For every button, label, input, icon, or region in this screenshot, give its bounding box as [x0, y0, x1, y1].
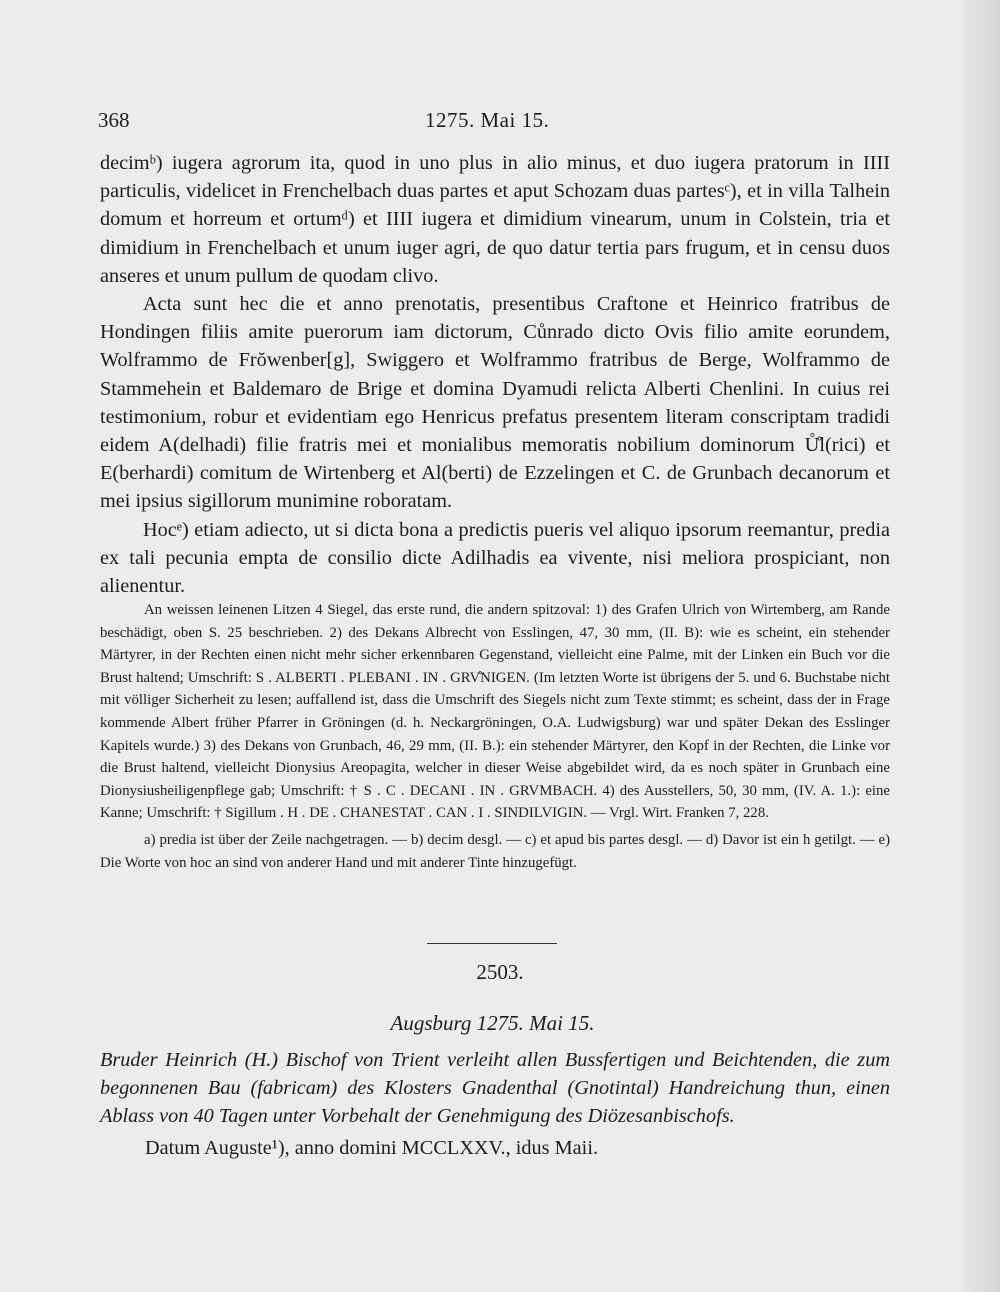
regest [100, 1046, 890, 1131]
dating-line: Datum Auguste¹), anno domini MCCLXXV., idus Maii. [145, 1137, 599, 1159]
charter-text [100, 149, 890, 600]
section-divider [427, 943, 557, 944]
running-header [98, 108, 888, 144]
paragraph-2: Acta sunt hec die et anno prenotatis, presentibus Craftone et Heinrico fratribus de Hondingen filiis amite puerorum iam dictorum, Cůnrado dicto Ovis filio amite eorundem, Wolframmo de Frŏwenber[g], Swiggero et Wolframmo fratribus de Berge, Wolframmo de Stammehein et Baldemaro de Brige et domina Dyamudi relicta Alberti Chenlini. In cuius rei testimonium, robur et evidentiam ego Henricus prefatus presentem literam conscriptam tradidi eidem A(delhadi) filie fratris mei et monialibus memoratis nobilium dominorum Ů̊l(rici) et E(berhardi) comitum de Wirtenberg et Al(berti) de Ezzelingen et C. de Grunbach decanorum et mei ipsius sigillorum munimine roboratam. [100, 293, 890, 513]
variant-notes: a) predia ist über der Zeile nachgetragen. — b) decim desgl. — c) et apud bis partes desgl. — d) Davor ist ein h getilgt. — e) Die Worte von hoc an sind von anderer Hand und mit anderer Tinte hinzugefügt. [100, 831, 890, 871]
page-edge [964, 0, 1000, 1292]
header-date: 1275. Mai 15. [425, 108, 550, 132]
paragraph-1: decimᵇ) iugera agrorum ita, quod in uno plus in alio minus, et duo iugera pratorum in IIII particulis, videlicet in Frenchelbach duas partes et aput Schozam duas partesᶜ), et in villa Talhein domum et horreum et ortumᵈ) et IIII iugera et dimidium vinearum, unum in Colstein, tria et dimidium in Frenchelbach et unum iuger agri, de quo datur tertia pars frugum, et in censu duos anseres et unum pullum de quodam clivo. [100, 152, 890, 287]
document-number-text: 2503. [476, 960, 524, 984]
notes-section [100, 599, 890, 874]
document-place-date: Augsburg 1275. Mai 15. [390, 1011, 595, 1035]
paragraph-3: Hocᵉ) etiam adiecto, ut si dicta bona a predictis pueris vel aliquo ipsorum reemantur, predia ex tali pecunia empta de consilio dicte Adilhadis ea vivente, nisi meliora prospiciant, non alienentur. [100, 518, 890, 598]
document-number [0, 960, 1000, 985]
seal-description: An weissen leinenen Litzen 4 Siegel, das erste rund, die andern spitzoval: 1) des Grafen Ulrich von Wirtemberg, am Rande beschädigt, oben S. 25 beschrieben. 2) des Dekans Albrecht von Esslingen, 47, 30 mm, (II. B): wie es scheint, ein stehender Märtyrer, in der Rechten einen nicht mehr sicher erkennbaren Gegenstand, vielleicht eine Palme, mit der Linken ein Buch vor die Brust haltend; Umschrift: S . ALBERTI . PLEBANI . IN . GRV̊NIGEN. (Im letzten Worte ist übrigens der 5. und 6. Buchstabe nicht mit völliger Sicherheit zu lesen; auffallend ist, dass die Umschrift des Siegels nicht zum Texte stimmt; es scheint, dass der in Frage kommende Albert früher Pfarrer in Gröningen (d. h. Neckargröningen, O.A. Ludwigsburg) war und später Dekan des Esslinger Kapitels wurde.) 3) des Dekans von Grunbach, 46, 29 mm, (II. B.): ein stehender Märtyrer, den Kopf in der Rechten, die Linke vor die Brust haltend, vielleicht Dionysius Areopagita, welcher in dieser Weise abgebildet wird, da es noch später in Grunbach eine Dionysiusheiligenpflege gab; Umschrift: † S . C . DECANI . IN . GRVMBACH. 4) des Ausstellers, 50, 30 mm, (IV. A. 1.): eine Kanne; Umschrift: † Sigillum . H . DE . CHANESTAT . CAN . I . SINDILVIGIN. — Vrgl. Wirt. Franken 7, 228. [100, 602, 890, 822]
page-number: 368 [98, 108, 130, 132]
regest-text: Bruder Heinrich (H.) Bischof von Trient verleiht allen Bussfertigen und Beichtenden, die zum begonnenen Bau (fabricam) des Klosters Gnadenthal (Gnotintal) Handreichung thun, einen Ablass von 40 Tagen unter Vorbehalt der Genehmigung des Diözesanbischofs. [100, 1049, 890, 1128]
